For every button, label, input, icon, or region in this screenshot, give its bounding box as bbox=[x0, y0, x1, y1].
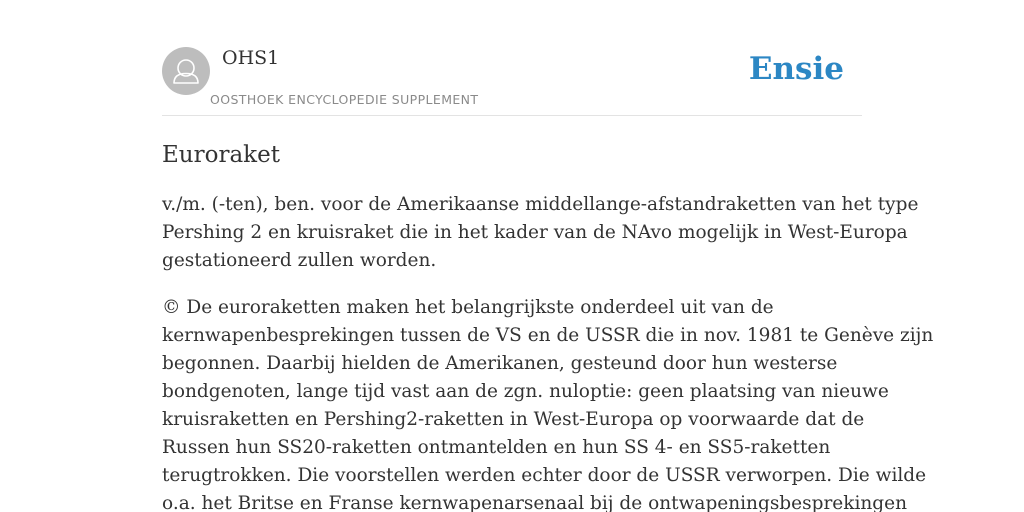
text-line: gestationeerd zullen worden. bbox=[162, 250, 437, 271]
text-line: © De euroraketten maken het belangrijkste onderdeel uit van de bbox=[162, 297, 774, 318]
text-line: o.a. het Britse en Franse kernwapenarsenaal bij de ontwapeningsbesprekingen bbox=[162, 493, 907, 512]
text-line: terugtrokken. Die voorstellen werden echter door de USSR verworpen. Die wilde bbox=[162, 465, 927, 486]
text-line: v./m. (-ten), ben. voor de Amerikaanse middellange-afstandraketten van het type bbox=[162, 194, 919, 215]
body-paragraph bbox=[162, 294, 934, 512]
text-line: kruisraketten en Pershing2-raketten in West-Europa op voorwaarde dat de bbox=[162, 409, 865, 430]
avatar[interactable] bbox=[162, 47, 210, 95]
article-header bbox=[162, 46, 862, 116]
article-title: Euroraket bbox=[162, 142, 280, 168]
text-line: Pershing 2 en kruisraket die in het kader van de NAvo mogelijk in West-Europa bbox=[162, 222, 908, 243]
text-line: kernwapenbesprekingen tussen de VS en de USSR die in nov. 1981 te Genève zijn bbox=[162, 325, 934, 346]
article-body bbox=[162, 140, 934, 512]
text-line: bondgenoten, lange tijd vast aan de zgn. nuloptie: geen plaatsing van nieuwe bbox=[162, 381, 889, 402]
brand-logo[interactable]: Ensie bbox=[748, 51, 844, 87]
text-line: Russen hun SS20-raketten ontmantelden en hun SS 4- en SS5-raketten bbox=[162, 437, 831, 458]
source-name[interactable]: OOSTHOEK ENCYCLOPEDIE SUPPLEMENT bbox=[210, 92, 479, 107]
author-name[interactable]: OHS1 bbox=[222, 47, 280, 69]
user-icon bbox=[162, 47, 210, 95]
text-line: begonnen. Daarbij hielden de Amerikanen, gesteund door hun westerse bbox=[162, 353, 838, 374]
definition-paragraph bbox=[162, 191, 919, 275]
